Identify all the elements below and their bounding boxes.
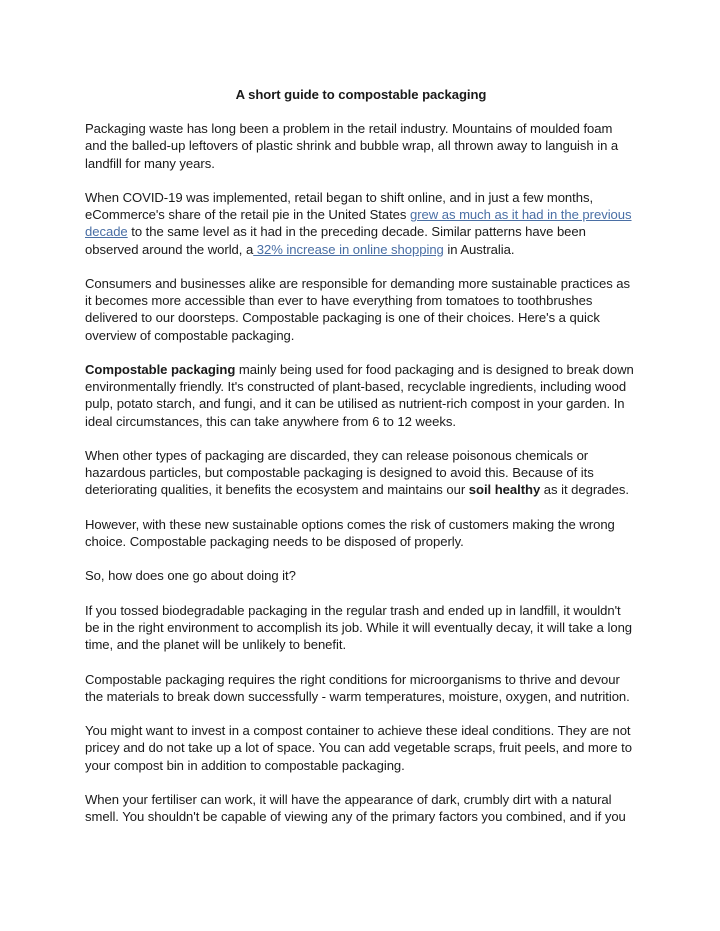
paragraph-4 (85, 361, 637, 430)
paragraph-5-bold: soil healthy (468, 482, 541, 498)
paragraph-9: Compostable packaging requires the right conditions for microorganisms to thrive and devour the materials to break down successfully - warm temperatures, moisture, oxygen, and nutrition. (85, 671, 630, 704)
document-body (85, 86, 637, 843)
paragraph-2-text-1: When COVID-19 was implemented, retail began to shift online, and in just a few months, eCommerce's share of the retail pie in the United States (85, 190, 594, 223)
document-title: A short guide to compostable packaging (235, 87, 487, 102)
paragraph-3: Consumers and businesses alike are responsible for demanding more sustainable practices as it becomes more accessible than ever to have everything from tomatoes to toothbrushes delivered to our doorsteps. Compostable packaging is one of their choices. Here's a quick overview of compostable packaging. (85, 276, 631, 343)
paragraph-10: You might want to invest in a compost container to achieve these ideal conditions. They are not pricey and do not take up a lot of space. You can add vegetable scraps, fruit peels, and more to your compost bin in addition to compostable packaging. (85, 723, 632, 773)
paragraph-5 (85, 447, 637, 499)
paragraph-2-text-2: to the same level as it had in the preceding decade. Similar patterns have been observed around the world, a (85, 224, 586, 257)
paragraph-5-text-1: When other types of packaging are discarded, they can release poisonous chemicals or hazardous particles, but compostable packaging is designed to avoid this. Because of its deteriorating qualities, it benefits the ecosystem and maintains our (85, 448, 594, 498)
link-online-shopping-increase[interactable]: 32% increase in online shopping (253, 241, 444, 257)
paragraph-4-text: mainly being used for food packaging and is designed to break down environmentally friendly. It's constructed of plant-based, recyclable ingredients, including wood pulp, potato starch, and fungi, and it can be utilised as nutrient-rich compost in your garden. In ideal circumstances, this can take anywhere from 6 to 12 weeks. (85, 362, 634, 429)
paragraph-7: So, how does one go about doing it? (85, 568, 296, 584)
paragraph-2 (85, 189, 637, 258)
paragraph-5-text-2: as it degrades. (540, 482, 629, 498)
paragraph-8: If you tossed biodegradable packaging in the regular trash and ended up in landfill, it wouldn't be in the right environment to accomplish its job. While it will eventually decay, it will take a long time, and the planet will be unlikely to benefit. (85, 602, 633, 653)
paragraph-1: Packaging waste has long been a problem in the retail industry. Mountains of moulded foam and the balled-up leftovers of plastic shrink and bubble wrap, all thrown away to languish in a landfill for many years. (85, 121, 619, 171)
link-grew-as-much[interactable]: grew as much as it had in the previous decade (85, 207, 632, 240)
paragraph-4-bold: Compostable packaging (85, 362, 236, 377)
paragraph-2-text-3: in Australia. (443, 241, 515, 257)
paragraph-6: However, with these new sustainable options comes the risk of customers making the wrong choice. Compostable packaging needs to be disposed of properly. (85, 516, 615, 549)
paragraph-11: When your fertiliser can work, it will have the appearance of dark, crumbly dirt with a natural smell. You shouldn't be capable of viewing any of the primary factors you combined, and if you (85, 791, 626, 825)
